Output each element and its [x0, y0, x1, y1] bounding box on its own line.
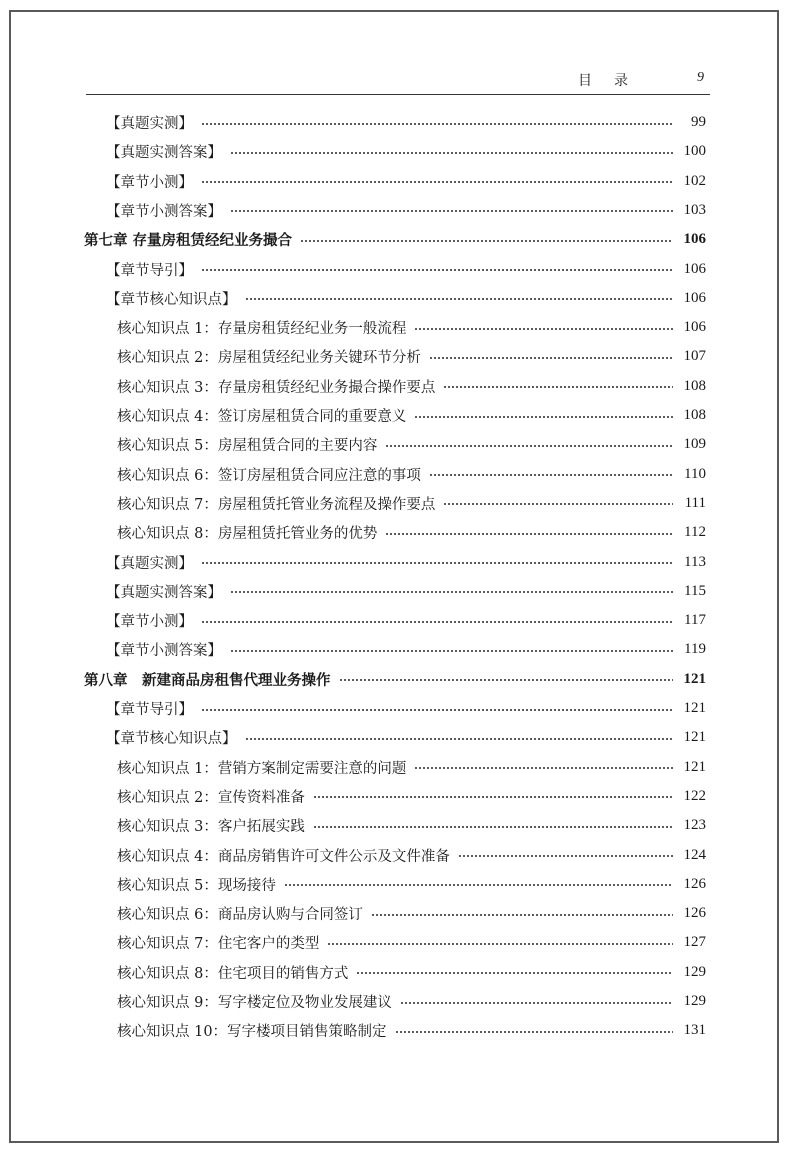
entry-page-number: 103: [683, 201, 706, 218]
dot-leader: [201, 709, 673, 711]
entry-label: 核心知识点 1：存量房租赁经纪业务一般流程: [117, 321, 407, 338]
entry-page-number: 121: [683, 758, 706, 775]
chapter-entry: [84, 225, 706, 254]
entry-page-number: 113: [684, 553, 706, 570]
dot-leader: [385, 533, 673, 535]
section-entry: [106, 196, 706, 225]
entry-page-number: 121: [683, 700, 706, 716]
dot-leader: [414, 416, 673, 418]
knowledge-point-entry: [117, 782, 706, 811]
dot-leader: [443, 503, 673, 505]
entry-label: 【章节小测答案】: [106, 643, 222, 660]
dot-leader: [230, 650, 673, 652]
dot-leader: [371, 914, 673, 916]
dot-leader: [414, 767, 673, 769]
entry-page-number: 110: [684, 465, 706, 482]
section-entry: [106, 723, 706, 752]
entry-label: 【章节导引】: [106, 702, 193, 718]
entry-page-number: 123: [683, 817, 706, 834]
dot-leader: [339, 679, 674, 681]
entry-page-number: 126: [683, 875, 706, 892]
knowledge-point-entry: [117, 489, 706, 518]
dot-leader: [327, 943, 673, 945]
entry-page-number: 121: [683, 729, 706, 746]
knowledge-point-entry: [117, 401, 706, 430]
entry-page-number: 126: [683, 905, 706, 922]
entry-label: 【章节核心知识点】: [106, 291, 237, 308]
entry-page-number: 117: [684, 612, 706, 629]
section-entry: [106, 137, 706, 166]
entry-label: 核心知识点 6：签订房屋租赁合同应注意的事项: [117, 467, 421, 484]
entry-label: 核心知识点 10：写字楼项目销售策略制定: [117, 1024, 387, 1041]
running-header: [86, 68, 710, 95]
entry-page-number: 119: [684, 641, 706, 658]
entry-label: 【真题实测答案】: [106, 584, 222, 601]
dot-leader: [400, 1002, 673, 1004]
dot-leader: [201, 123, 673, 125]
entry-label: 核心知识点 9：写字楼定位及物业发展建议: [117, 995, 392, 1011]
entry-label: 【章节小测】: [106, 614, 193, 631]
knowledge-point-entry: [117, 753, 706, 782]
dot-leader: [458, 855, 673, 857]
dot-leader: [313, 796, 673, 798]
knowledge-point-entry: [117, 372, 706, 401]
entry-label: 【真题实测】: [106, 555, 193, 572]
entry-page-number: 129: [683, 963, 706, 980]
entry-page-number: 106: [683, 289, 706, 306]
entry-page-number: 108: [683, 407, 706, 423]
entry-page-number: 109: [683, 436, 706, 453]
entry-page-number: 108: [683, 377, 706, 394]
knowledge-point-entry: [117, 430, 706, 459]
entry-label: 核心知识点 6：商品房认购与合同签订: [117, 907, 363, 924]
entry-page-number: 115: [684, 582, 706, 599]
entry-label: 核心知识点 1：营销方案制定需要注意的问题: [117, 760, 407, 777]
knowledge-point-entry: [117, 870, 706, 899]
section-entry: [106, 635, 706, 664]
section-entry: [106, 255, 706, 284]
entry-page-number: 122: [683, 787, 706, 804]
entry-label: 【章节核心知识点】: [106, 731, 237, 748]
knowledge-point-entry: [117, 1016, 706, 1045]
dot-leader: [245, 298, 674, 300]
entry-page-number: 107: [683, 348, 706, 365]
dot-leader: [201, 621, 673, 623]
knowledge-point-entry: [117, 342, 706, 371]
entry-page-number: 124: [683, 846, 706, 863]
entry-page-number: 112: [684, 524, 706, 541]
section-entry: [106, 548, 706, 577]
entry-page-number: 102: [683, 172, 706, 189]
entry-label: 核心知识点 2：房屋租赁经纪业务关键环节分析: [117, 350, 421, 367]
dot-leader: [395, 1031, 673, 1033]
entry-page-number: 111: [684, 494, 706, 511]
entry-label: 核心知识点 2：宣传资料准备: [117, 789, 305, 806]
entry-page-number: 127: [683, 934, 706, 951]
entry-page-number: 100: [683, 143, 706, 160]
header-title: 目录: [578, 73, 650, 89]
entry-page-number: 106: [683, 231, 706, 248]
knowledge-point-entry: [117, 460, 706, 489]
entry-label: 核心知识点 5：现场接待: [117, 877, 276, 894]
entry-label: 核心知识点 8：房屋租赁托管业务的优势: [117, 526, 378, 543]
entry-label: 核心知识点 7：房屋租赁托管业务流程及操作要点: [117, 496, 436, 513]
dot-leader: [385, 445, 673, 447]
knowledge-point-entry: [117, 928, 706, 957]
section-entry: [106, 577, 706, 606]
dot-leader: [284, 884, 673, 886]
entry-label: 第七章 存量房租赁经纪业务撮合: [84, 232, 293, 250]
dot-leader: [429, 474, 673, 476]
dot-leader: [245, 738, 674, 740]
section-entry: [106, 108, 706, 137]
knowledge-point-entry: [117, 518, 706, 547]
knowledge-point-entry: [117, 899, 706, 928]
entry-page-number: 131: [683, 1022, 706, 1039]
dot-leader: [414, 328, 673, 330]
dot-leader: [230, 152, 673, 154]
knowledge-point-entry: [117, 811, 706, 840]
dot-leader: [201, 269, 673, 271]
dot-leader: [201, 562, 673, 564]
entry-label: 核心知识点 5：房屋租赁合同的主要内容: [117, 438, 378, 455]
entry-page-number: 121: [683, 670, 706, 687]
entry-label: 核心知识点 4：商品房销售许可文件公示及文件准备: [117, 848, 450, 865]
entry-label: 【真题实测答案】: [106, 145, 222, 162]
entry-page-number: 99: [691, 114, 706, 130]
dot-leader: [443, 386, 673, 388]
section-entry: [106, 694, 706, 723]
knowledge-point-entry: [117, 313, 706, 342]
entry-label: 核心知识点 3：存量房租赁经纪业务撮合操作要点: [117, 379, 436, 396]
header-page-number: 9: [697, 70, 704, 85]
entry-label: 核心知识点 7：住宅客户的类型: [117, 936, 320, 953]
entry-label: 核心知识点 4：签订房屋租赁合同的重要意义: [117, 409, 407, 425]
entry-label: 【章节小测答案】: [106, 203, 222, 220]
section-entry: [106, 606, 706, 635]
dot-leader: [300, 240, 673, 242]
knowledge-point-entry: [117, 841, 706, 870]
entry-label: 【章节小测】: [106, 174, 193, 191]
entry-page-number: 129: [683, 993, 706, 1009]
entry-label: 【真题实测】: [106, 116, 193, 132]
entry-page-number: 106: [683, 260, 706, 277]
knowledge-point-entry: [117, 987, 706, 1016]
entry-label: 核心知识点 8：住宅项目的销售方式: [117, 965, 349, 982]
dot-leader: [230, 591, 673, 593]
dot-leader: [230, 210, 673, 212]
dot-leader: [201, 181, 673, 183]
entry-label: 【章节导引】: [106, 262, 193, 279]
knowledge-point-entry: [117, 958, 706, 987]
dot-leader: [429, 357, 673, 359]
entry-label: 核心知识点 3：客户拓展实践: [117, 819, 305, 836]
section-entry: [106, 167, 706, 196]
entry-page-number: 106: [683, 319, 706, 336]
entry-label: 第八章 新建商品房租售代理业务操作: [84, 671, 331, 689]
section-entry: [106, 284, 706, 313]
chapter-entry: [84, 665, 706, 694]
dot-leader: [356, 972, 673, 974]
dot-leader: [313, 826, 673, 828]
